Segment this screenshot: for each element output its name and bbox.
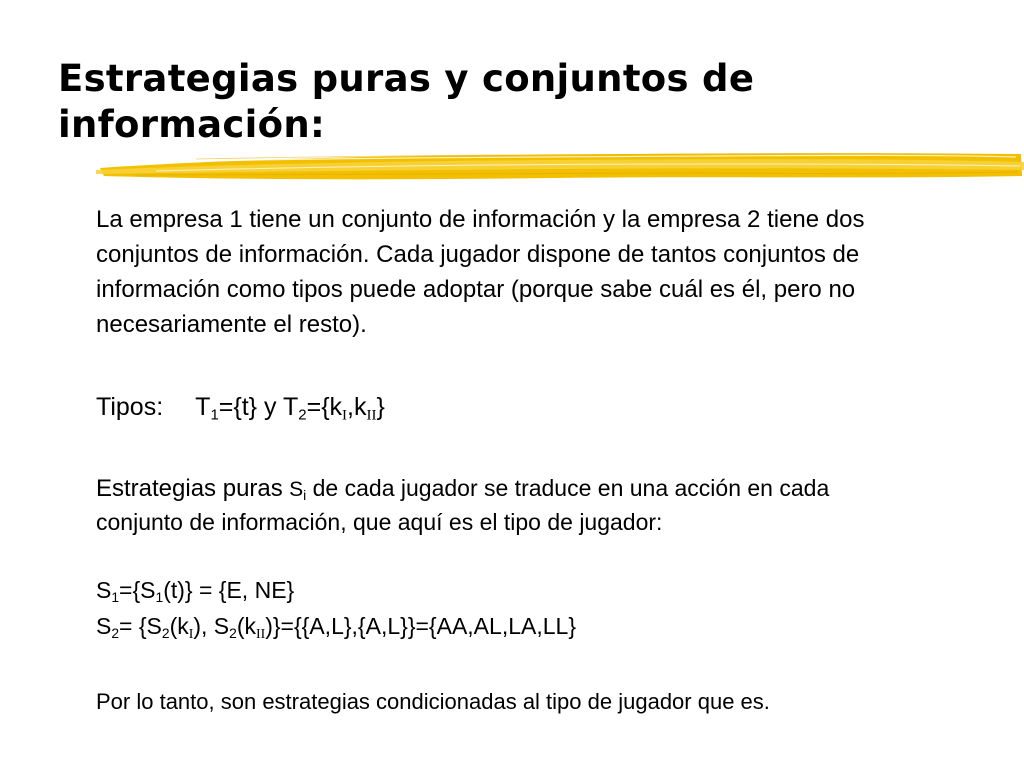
pure-strategies-lead: Estrategias puras [96,475,283,502]
title-underline-brush [96,146,1024,190]
types-label: Tipos: [96,393,164,421]
strategy-set-s1: $S_1=\{S_1(t)\} = \{E$, NE} [96,577,295,606]
pure-strategies-paragraph: Estrategias puras $S_i$ de cada jugador se traduce en una acción en cada conjunto de información, que aquí es el tipo de jugador: [96,475,830,535]
intro-paragraph: La empresa 1 tiene un conjunto de información y la empresa 2 tiene dos conjuntos de información. Cada jugador dispone de tantos conjuntos de información como tipos puede adoptar (porque sabe cuál es él, pero no necesariamente el resto). [96,206,865,338]
conclusion-line: Por lo tanto, son estrategias condicionadas al tipo de jugador que es. [96,689,770,714]
types-line: Tipos: $T_1=\{t\}$ y $T_2=\{k_I,k_{II}\}$ [96,393,385,424]
strategy-set-s2: $S_2= \{S_2(k_I)$, $S_2(k_{II})\}=\{\{A,L\},\{A,L\}\}=\{AA,AL,LA,LL\}$ [96,613,576,642]
slide-body [96,202,956,714]
slide-title: Estrategias puras y conjuntos de información: [58,57,755,146]
